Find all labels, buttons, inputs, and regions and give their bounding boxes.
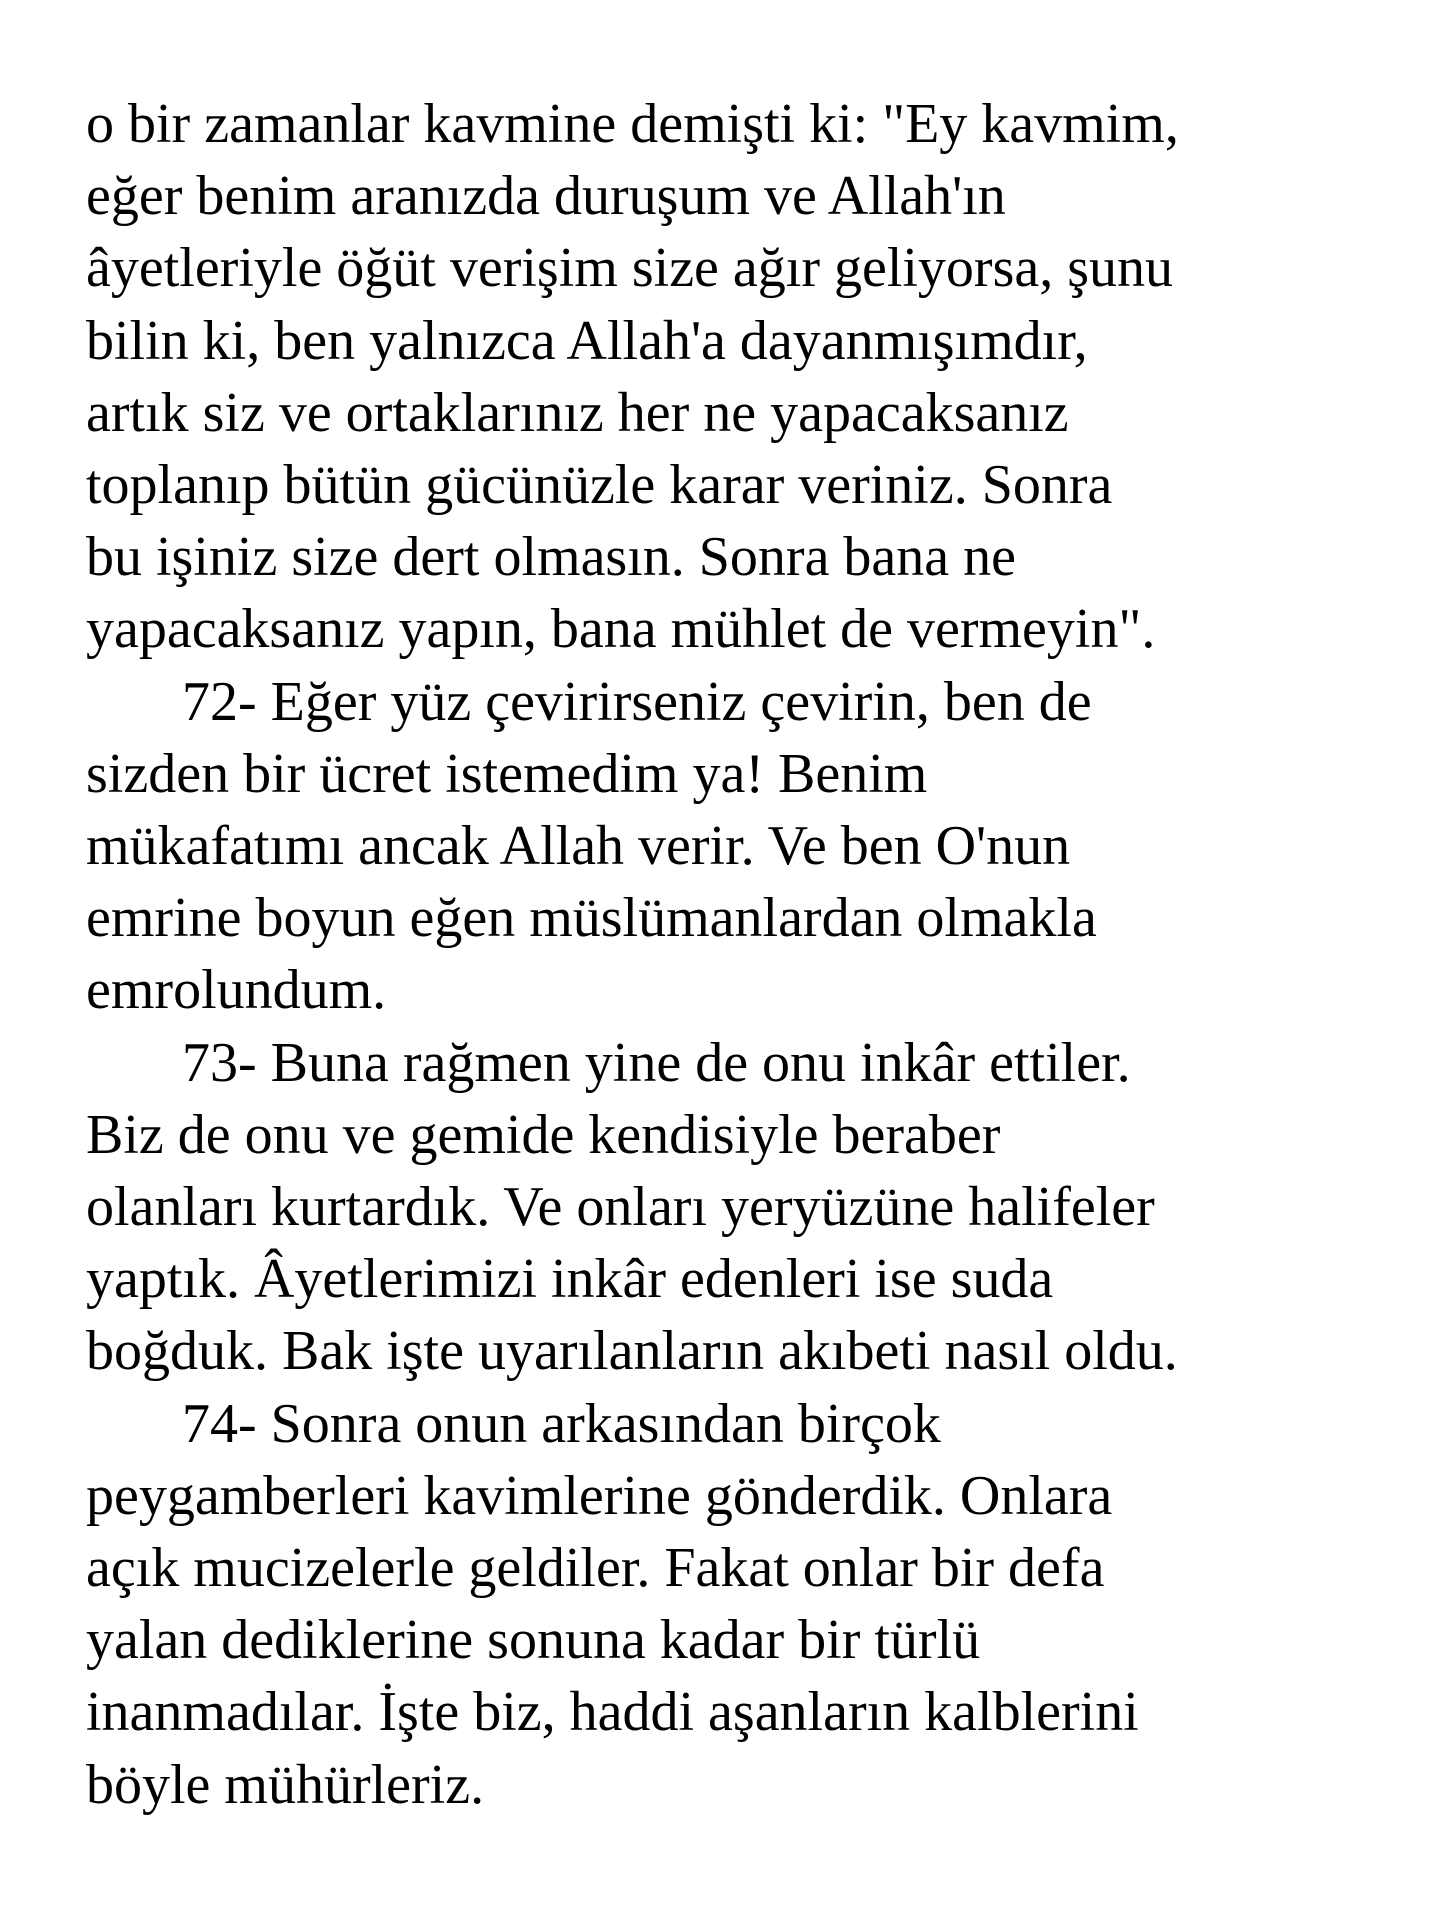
text-line: boğduk. Bak işte uyarılanların akıbeti nasıl oldu. [86,1320,1178,1383]
paragraph-continuation [86,88,1386,666]
text-line: o bir zamanlar kavmine demişti ki: "Ey kavmim, [86,93,1179,155]
verse-72 [86,666,1386,1027]
text-line: toplanıp bütün gücünüzle karar veriniz. Sonra [86,454,1113,517]
text-line: yalan dediklerine sonuna kadar bir türlü [86,1609,981,1672]
text-line: mükafatımı ancak Allah verir. Ve ben O'nun [86,815,1071,878]
text-line: sizden bir ücret istemedim ya! Benim [86,742,928,805]
text-line: 73- Buna rağmen yine de onu inkâr ettiler. [182,1031,1131,1094]
text-line: artık siz ve ortaklarınız her ne yapacaksanız [86,381,1069,444]
text-line: inanmadılar. İşte biz, haddi aşanların kalblerini [86,1681,1139,1744]
text-line: emrolundum. [86,959,387,1022]
text-line: olanları kurtardık. Ve onları yeryüzüne halifeler [86,1176,1155,1239]
text-line: 74- Sonra onun arkasından birçok [182,1392,941,1455]
text-line: böyle mühürleriz. [86,1753,485,1816]
text-line: emrine boyun eğen müslümanlardan olmakla [86,887,1097,950]
text-line: bu işiniz size dert olmasın. Sonra bana ne [86,526,1016,589]
text-line: Biz de onu ve gemide kendisiyle beraber [86,1103,1001,1166]
verse-73 [86,1027,1386,1388]
text-line: bilin ki, ben yalnızca Allah'a dayanmışımdır, [86,309,1088,372]
text-line: peygamberleri kavimlerine gönderdik. Onlara [86,1464,1113,1527]
text-line: yapacaksanız yapın, bana mühlet de vermeyin". [86,598,1156,661]
text-line: açık mucizelerle geldiler. Fakat onlar bir defa [86,1537,1105,1600]
text-line: yaptık. Âyetlerimizi inkâr edenleri ise suda [86,1248,1054,1311]
verse-74 [86,1388,1386,1821]
text-line: eğer benim aranızda duruşum ve Allah'ın [86,165,1006,228]
text-line: 72- Eğer yüz çevirirseniz çevirin, ben de [182,670,1092,733]
text-line: âyetleriyle öğüt verişim size ağır geliyorsa, şunu [86,237,1174,300]
document-page [86,88,1386,1821]
